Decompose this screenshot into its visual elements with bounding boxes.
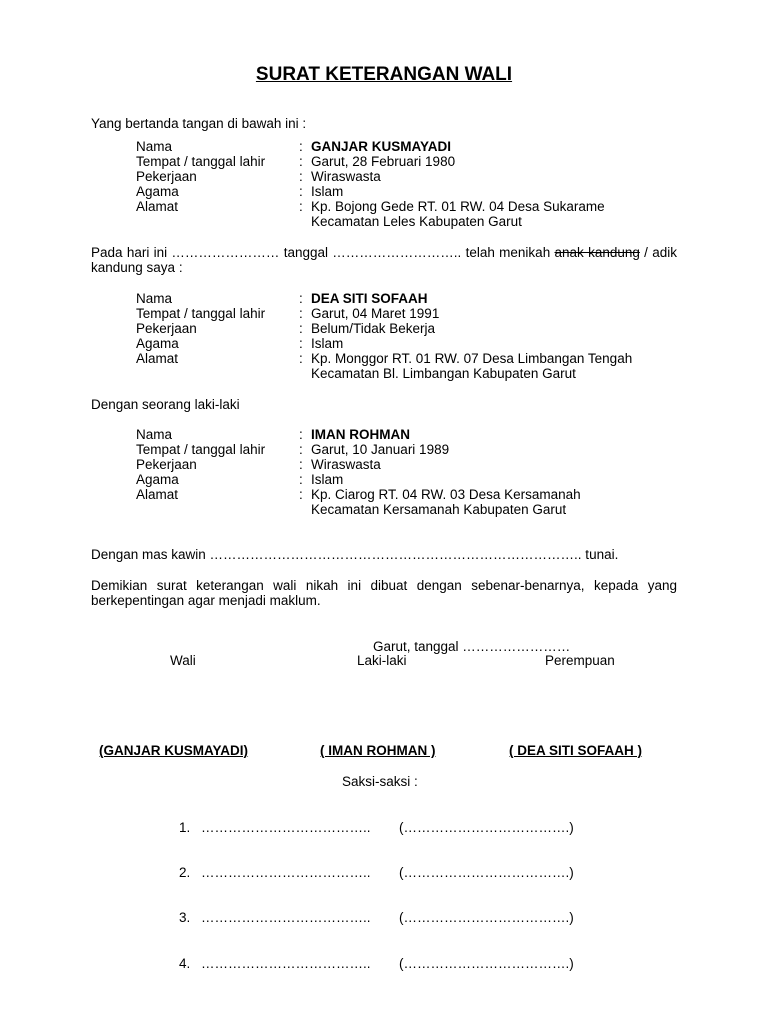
label-ttl: Tempat / tanggal lahir (136, 154, 266, 169)
label-agama: Agama (136, 472, 179, 487)
label-alamat: Alamat (136, 487, 179, 502)
wali-agama: Islam (311, 184, 344, 199)
label-pekerjaan: Pekerjaan (136, 321, 197, 336)
witness-signature-field: (……………………………….) (399, 910, 574, 925)
struck-text: anak kandung (554, 245, 640, 260)
witness-row (179, 865, 599, 880)
label-ttl: Tempat / tanggal lahir (136, 442, 266, 457)
label-agama: Agama (136, 336, 179, 351)
perempuan-pekerjaan: Belum/Tidak Bekerja (311, 321, 436, 336)
witness-name-field: ……………………………….. (201, 865, 371, 880)
with-line: Dengan seorang laki-laki (91, 397, 240, 412)
colon: : (299, 336, 303, 351)
wali-nama: GANJAR KUSMAYADI (311, 139, 452, 154)
witness-number: 2. (179, 865, 191, 880)
mas-kawin-line: Dengan mas kawin ……………………………………………………………………….. tunai. (91, 547, 619, 562)
label-alamat: Alamat (136, 199, 179, 214)
laki-nama: IMAN ROHMAN (311, 427, 410, 442)
laki-agama: Islam (311, 472, 344, 487)
label-alamat: Alamat (136, 351, 179, 366)
marriage-statement (91, 245, 677, 275)
witness-name-field: ……………………………….. (201, 956, 371, 971)
colon: : (299, 139, 303, 154)
witness-signature-field: (……………………………….) (399, 956, 574, 971)
colon: : (299, 427, 303, 442)
wali-alamat-line2: Kecamatan Leles Kabupaten Garut (311, 214, 522, 229)
intro-text: Yang bertanda tangan di bawah ini : (91, 116, 307, 131)
label-nama: Nama (136, 139, 173, 154)
colon: : (299, 487, 303, 502)
colon: : (299, 442, 303, 457)
perempuan-alamat-line2: Kecamatan Bl. Limbangan Kabupaten Garut (311, 366, 576, 381)
marriage-statement-b: / adik kandung saya : (91, 245, 677, 275)
signature-name-laki: ( IMAN ROHMAN ) (320, 743, 436, 758)
colon: : (299, 184, 303, 199)
role-laki: Laki-laki (357, 653, 407, 668)
laki-pekerjaan: Wiraswasta (311, 457, 381, 472)
witness-name-field: ……………………………….. (201, 910, 371, 925)
closing-paragraph: Demikian surat keterangan wali nikah ini dibuat dengan sebenar-benarnya, kepada yang berkepentingan agar menjadi maklum. (91, 578, 677, 608)
role-perempuan: Perempuan (545, 653, 615, 668)
signature-name-perempuan: ( DEA SITI SOFAAH ) (509, 743, 643, 758)
laki-alamat-line2: Kecamatan Kersamanah Kabupaten Garut (311, 502, 567, 517)
label-ttl: Tempat / tanggal lahir (136, 306, 266, 321)
place-date: Garut, tanggal …………………… (373, 639, 571, 654)
witness-name-field: ……………………………….. (201, 820, 371, 835)
colon: : (299, 472, 303, 487)
label-agama: Agama (136, 184, 179, 199)
laki-ttl: Garut, 10 Januari 1989 (311, 442, 450, 457)
colon: : (299, 199, 303, 214)
witness-row (179, 956, 599, 971)
wali-alamat-line1: Kp. Bojong Gede RT. 01 RW. 04 Desa Sukarame (311, 199, 605, 214)
witness-number: 4. (179, 956, 191, 971)
colon: : (299, 321, 303, 336)
perempuan-agama: Islam (311, 336, 344, 351)
page-title: SURAT KETERANGAN WALI (255, 64, 513, 85)
signature-name-wali: (GANJAR KUSMAYADI) (99, 743, 249, 758)
wali-ttl: Garut, 28 Februari 1980 (311, 154, 456, 169)
label-pekerjaan: Pekerjaan (136, 457, 197, 472)
witness-number: 1. (179, 820, 191, 835)
wali-pekerjaan: Wiraswasta (311, 169, 381, 184)
perempuan-ttl: Garut, 04 Maret 1991 (311, 306, 440, 321)
witness-signature-field: (……………………………….) (399, 865, 574, 880)
label-pekerjaan: Pekerjaan (136, 169, 197, 184)
colon: : (299, 306, 303, 321)
perempuan-alamat-line1: Kp. Monggor RT. 01 RW. 07 Desa Limbangan Tengah (311, 351, 633, 366)
label-nama: Nama (136, 427, 173, 442)
colon: : (299, 457, 303, 472)
role-wali: Wali (170, 653, 196, 668)
laki-alamat-line1: Kp. Ciarog RT. 04 RW. 03 Desa Kersamanah (311, 487, 581, 502)
colon: : (299, 291, 303, 306)
colon: : (299, 154, 303, 169)
colon: : (299, 169, 303, 184)
perempuan-nama: DEA SITI SOFAAH (311, 291, 428, 306)
witnesses-title: Saksi-saksi : (342, 774, 418, 789)
colon: : (299, 351, 303, 366)
witness-row (179, 910, 599, 925)
witness-signature-field: (……………………………….) (399, 820, 574, 835)
label-nama: Nama (136, 291, 173, 306)
witness-number: 3. (179, 910, 191, 925)
marriage-statement-a: Pada hari ini …………………… tanggal ……………………….. telah menikah (91, 245, 555, 260)
witness-row (179, 820, 599, 835)
